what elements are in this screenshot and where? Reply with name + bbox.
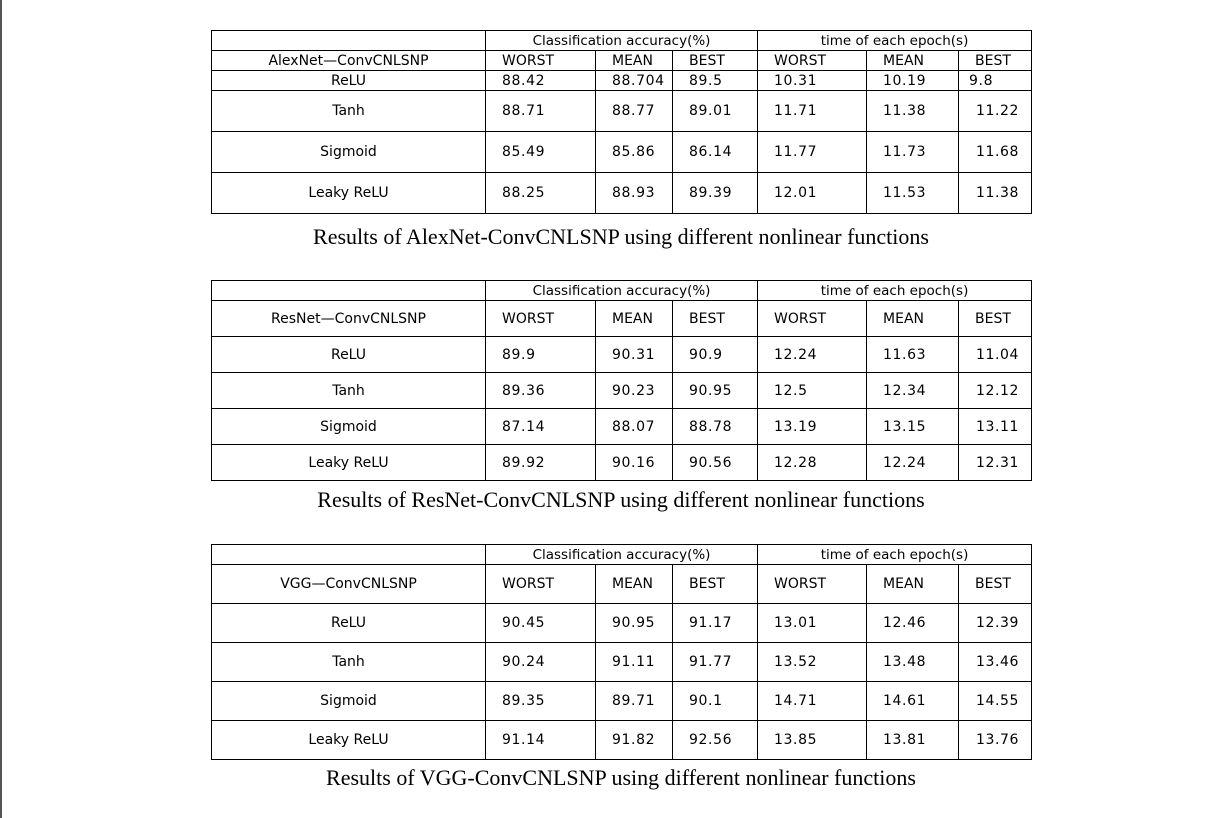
col-header-acc-best: BEST bbox=[673, 565, 758, 604]
time-mean-cell: 13.48 bbox=[867, 643, 959, 682]
acc-mean-cell: 88.93 bbox=[596, 173, 673, 214]
time-worst-cell: 11.71 bbox=[758, 91, 867, 132]
acc-best-cell: 90.95 bbox=[673, 373, 758, 409]
time-mean-cell: 12.24 bbox=[867, 445, 959, 481]
time-worst-cell: 12.24 bbox=[758, 337, 867, 373]
col-header-acc-worst: WORST bbox=[486, 565, 596, 604]
acc-best-cell: 90.1 bbox=[673, 682, 758, 721]
col-header-acc-best: BEST bbox=[673, 51, 758, 71]
table-row bbox=[212, 604, 1032, 643]
table-row bbox=[212, 337, 1032, 373]
acc-mean-cell: 90.31 bbox=[596, 337, 673, 373]
group-header-accuracy: Classification accuracy(%) bbox=[486, 31, 758, 51]
time-best-cell: 11.22 bbox=[959, 91, 1032, 132]
acc-worst-cell: 89.9 bbox=[486, 337, 596, 373]
group-header-time: time of each epoch(s) bbox=[758, 31, 1032, 51]
table-row bbox=[212, 643, 1032, 682]
acc-mean-cell: 90.16 bbox=[596, 445, 673, 481]
table-row bbox=[212, 409, 1032, 445]
time-best-cell: 13.11 bbox=[959, 409, 1032, 445]
corner-cell bbox=[212, 281, 486, 301]
col-header-acc-best: BEST bbox=[673, 301, 758, 337]
acc-mean-cell: 91.82 bbox=[596, 721, 673, 760]
time-mean-cell: 11.73 bbox=[867, 132, 959, 173]
col-header-acc-worst: WORST bbox=[486, 51, 596, 71]
time-worst-cell: 12.01 bbox=[758, 173, 867, 214]
time-best-cell: 13.46 bbox=[959, 643, 1032, 682]
time-mean-cell: 12.34 bbox=[867, 373, 959, 409]
time-best-cell: 11.68 bbox=[959, 132, 1032, 173]
time-mean-cell: 11.63 bbox=[867, 337, 959, 373]
table-group-header-row bbox=[212, 281, 1032, 301]
acc-worst-cell: 90.45 bbox=[486, 604, 596, 643]
table-group-header-row bbox=[212, 31, 1032, 51]
col-header-time-mean: MEAN bbox=[867, 565, 959, 604]
time-best-cell: 12.12 bbox=[959, 373, 1032, 409]
row-header-model: AlexNet—ConvCNLSNP bbox=[212, 51, 486, 71]
row-label: Tanh bbox=[212, 91, 486, 132]
time-worst-cell: 11.77 bbox=[758, 132, 867, 173]
table-row bbox=[212, 173, 1032, 214]
acc-worst-cell: 88.25 bbox=[486, 173, 596, 214]
table-column-header-row bbox=[212, 565, 1032, 604]
acc-worst-cell: 85.49 bbox=[486, 132, 596, 173]
table-column-header-row bbox=[212, 301, 1032, 337]
group-header-accuracy: Classification accuracy(%) bbox=[486, 281, 758, 301]
acc-mean-cell: 88.07 bbox=[596, 409, 673, 445]
acc-worst-cell: 89.36 bbox=[486, 373, 596, 409]
table-row bbox=[212, 445, 1032, 481]
time-mean-cell: 10.19 bbox=[867, 71, 959, 91]
vgg-table-caption: Results of VGG-ConvCNLSNP using different nonlinear functions bbox=[326, 765, 916, 790]
acc-mean-cell: 90.23 bbox=[596, 373, 673, 409]
time-worst-cell: 12.5 bbox=[758, 373, 867, 409]
col-header-time-worst: WORST bbox=[758, 301, 867, 337]
group-header-time: time of each epoch(s) bbox=[758, 545, 1032, 565]
time-worst-cell: 14.71 bbox=[758, 682, 867, 721]
row-header-model: VGG—ConvCNLSNP bbox=[212, 565, 486, 604]
col-header-acc-mean: MEAN bbox=[596, 51, 673, 71]
row-label: Tanh bbox=[212, 373, 486, 409]
table-row bbox=[212, 682, 1032, 721]
row-label: Sigmoid bbox=[212, 132, 486, 173]
time-best-cell: 12.31 bbox=[959, 445, 1032, 481]
row-label: Sigmoid bbox=[212, 682, 486, 721]
table-row bbox=[212, 373, 1032, 409]
acc-worst-cell: 88.42 bbox=[486, 71, 596, 91]
col-header-acc-mean: MEAN bbox=[596, 301, 673, 337]
page-left-border bbox=[0, 0, 2, 818]
acc-best-cell: 91.17 bbox=[673, 604, 758, 643]
acc-best-cell: 88.78 bbox=[673, 409, 758, 445]
table-row bbox=[212, 71, 1032, 91]
table-column-header-row bbox=[212, 51, 1032, 71]
acc-best-cell: 92.56 bbox=[673, 721, 758, 760]
table-row bbox=[212, 91, 1032, 132]
acc-best-cell: 86.14 bbox=[673, 132, 758, 173]
acc-best-cell: 89.01 bbox=[673, 91, 758, 132]
col-header-acc-mean: MEAN bbox=[596, 565, 673, 604]
row-label: ReLU bbox=[212, 604, 486, 643]
time-best-cell: 14.55 bbox=[959, 682, 1032, 721]
acc-worst-cell: 90.24 bbox=[486, 643, 596, 682]
time-mean-cell: 12.46 bbox=[867, 604, 959, 643]
time-best-cell: 12.39 bbox=[959, 604, 1032, 643]
resnet-results-table bbox=[211, 280, 1032, 481]
time-worst-cell: 13.52 bbox=[758, 643, 867, 682]
time-mean-cell: 11.38 bbox=[867, 91, 959, 132]
row-label: Tanh bbox=[212, 643, 486, 682]
time-best-cell: 11.38 bbox=[959, 173, 1032, 214]
vgg-results-block bbox=[211, 544, 1031, 760]
time-mean-cell: 13.81 bbox=[867, 721, 959, 760]
row-label: ReLU bbox=[212, 337, 486, 373]
row-label: Leaky ReLU bbox=[212, 173, 486, 214]
alexnet-results-block bbox=[211, 30, 1031, 214]
acc-worst-cell: 91.14 bbox=[486, 721, 596, 760]
col-header-time-best: BEST bbox=[959, 51, 1032, 71]
time-mean-cell: 11.53 bbox=[867, 173, 959, 214]
resnet-table-caption: Results of ResNet-ConvCNLSNP using different nonlinear functions bbox=[317, 487, 925, 512]
alexnet-table-caption: Results of AlexNet-ConvCNLSNP using different nonlinear functions bbox=[313, 224, 929, 249]
time-worst-cell: 13.01 bbox=[758, 604, 867, 643]
table-group-header-row bbox=[212, 545, 1032, 565]
acc-mean-cell: 89.71 bbox=[596, 682, 673, 721]
corner-cell bbox=[212, 545, 486, 565]
time-mean-cell: 13.15 bbox=[867, 409, 959, 445]
acc-mean-cell: 85.86 bbox=[596, 132, 673, 173]
col-header-time-worst: WORST bbox=[758, 51, 867, 71]
col-header-time-mean: MEAN bbox=[867, 301, 959, 337]
row-label: Leaky ReLU bbox=[212, 445, 486, 481]
group-header-accuracy: Classification accuracy(%) bbox=[486, 545, 758, 565]
row-label: ReLU bbox=[212, 71, 486, 91]
time-worst-cell: 10.31 bbox=[758, 71, 867, 91]
row-label: Leaky ReLU bbox=[212, 721, 486, 760]
col-header-time-best: BEST bbox=[959, 565, 1032, 604]
acc-best-cell: 91.77 bbox=[673, 643, 758, 682]
row-label: Sigmoid bbox=[212, 409, 486, 445]
acc-worst-cell: 88.71 bbox=[486, 91, 596, 132]
time-mean-cell: 14.61 bbox=[867, 682, 959, 721]
acc-mean-cell: 88.704 bbox=[596, 71, 673, 91]
row-header-model: ResNet—ConvCNLSNP bbox=[212, 301, 486, 337]
acc-mean-cell: 88.77 bbox=[596, 91, 673, 132]
corner-cell bbox=[212, 31, 486, 51]
acc-worst-cell: 89.35 bbox=[486, 682, 596, 721]
resnet-results-block bbox=[211, 280, 1031, 481]
acc-worst-cell: 87.14 bbox=[486, 409, 596, 445]
acc-best-cell: 89.5 bbox=[673, 71, 758, 91]
time-best-cell: 11.04 bbox=[959, 337, 1032, 373]
vgg-results-table bbox=[211, 544, 1032, 760]
group-header-time: time of each epoch(s) bbox=[758, 281, 1032, 301]
col-header-acc-worst: WORST bbox=[486, 301, 596, 337]
col-header-time-worst: WORST bbox=[758, 565, 867, 604]
acc-best-cell: 90.9 bbox=[673, 337, 758, 373]
col-header-time-best: BEST bbox=[959, 301, 1032, 337]
acc-worst-cell: 89.92 bbox=[486, 445, 596, 481]
alexnet-results-table bbox=[211, 30, 1032, 214]
time-worst-cell: 12.28 bbox=[758, 445, 867, 481]
acc-mean-cell: 91.11 bbox=[596, 643, 673, 682]
time-worst-cell: 13.85 bbox=[758, 721, 867, 760]
time-best-cell: 9.8 bbox=[959, 71, 1032, 91]
acc-mean-cell: 90.95 bbox=[596, 604, 673, 643]
table-row bbox=[212, 721, 1032, 760]
time-worst-cell: 13.19 bbox=[758, 409, 867, 445]
acc-best-cell: 90.56 bbox=[673, 445, 758, 481]
table-row bbox=[212, 132, 1032, 173]
col-header-time-mean: MEAN bbox=[867, 51, 959, 71]
time-best-cell: 13.76 bbox=[959, 721, 1032, 760]
acc-best-cell: 89.39 bbox=[673, 173, 758, 214]
